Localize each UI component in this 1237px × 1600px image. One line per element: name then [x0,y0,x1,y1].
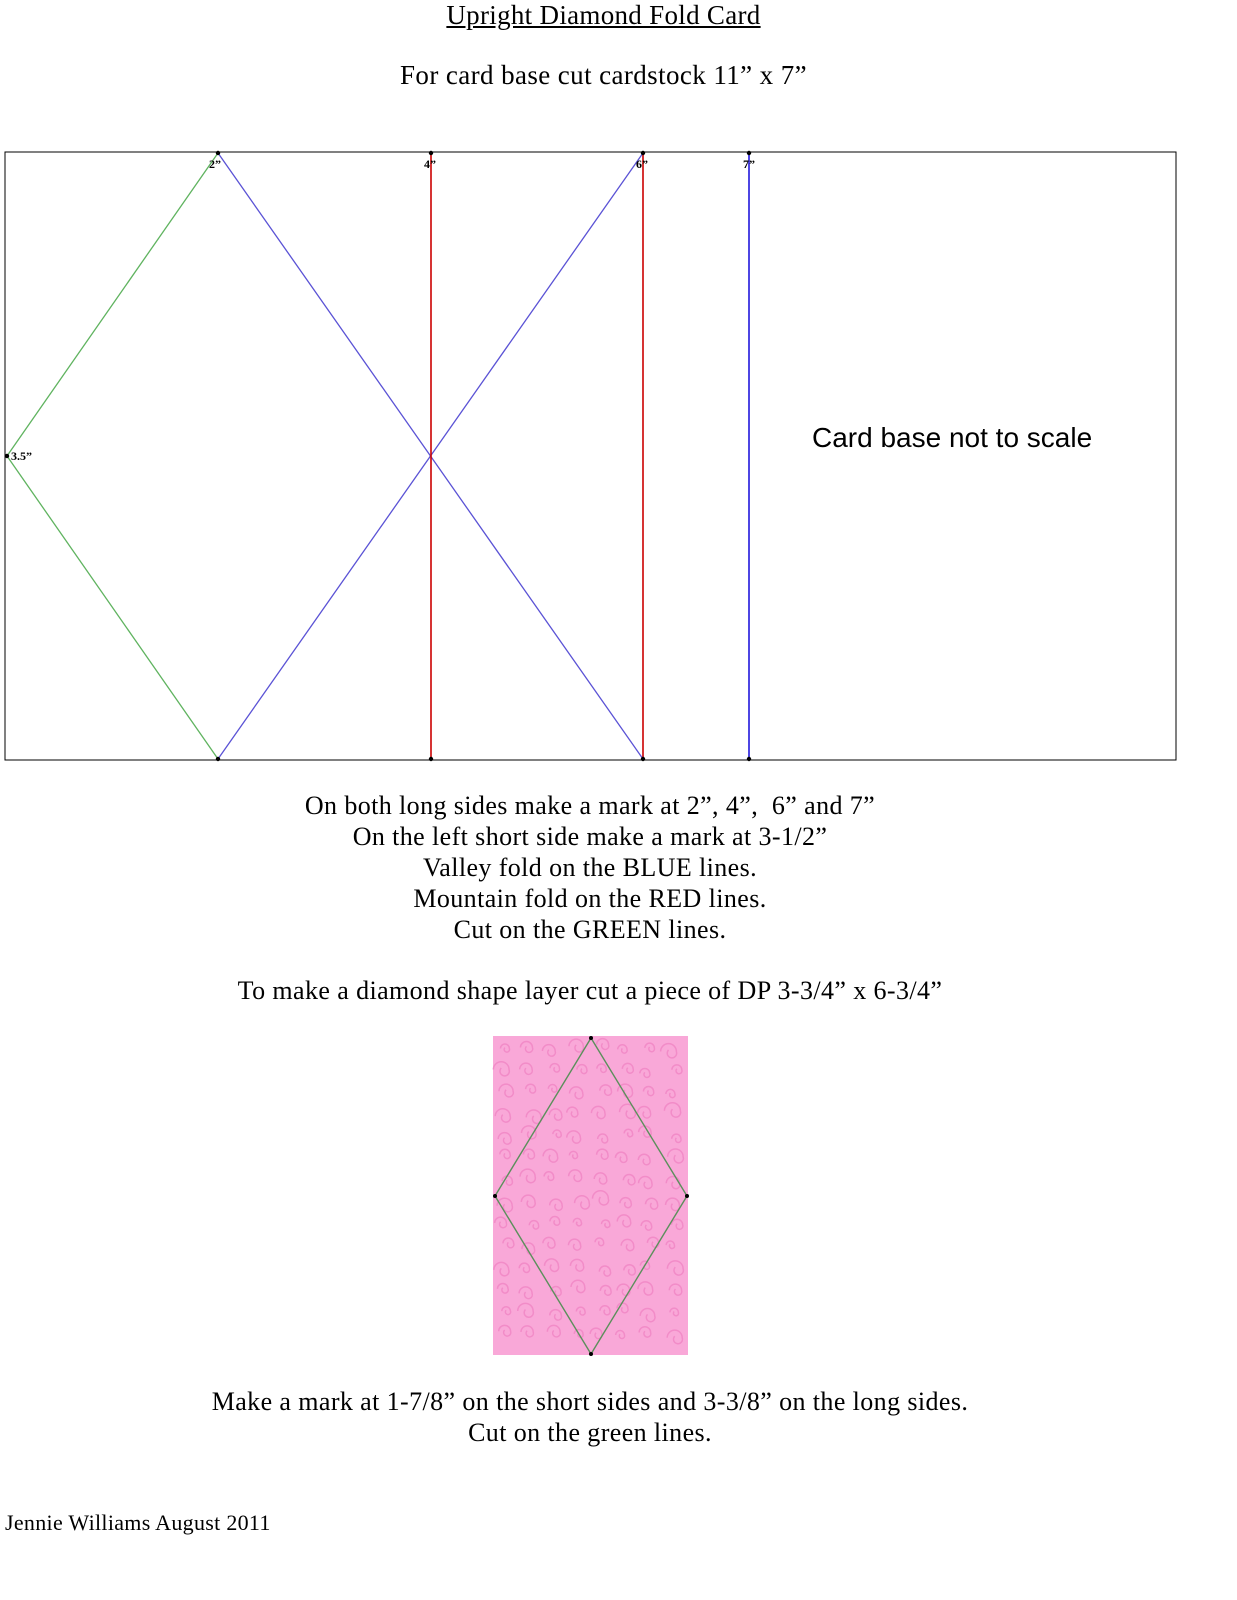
mark-dot [747,757,751,761]
mark-dot [589,1036,593,1040]
mark-dot [641,151,645,155]
instruction-line: Mountain fold on the RED lines. [413,884,767,913]
mark-dot [493,1194,497,1198]
instruction-line: Valley fold on the BLUE lines. [422,853,758,882]
cut-line-lower [7,456,218,759]
mark-label-2in: 2” [209,157,221,171]
fold-instructions [0,790,1180,945]
instruction-line: Cut on the GREEN lines. [453,915,727,944]
card-outline [5,152,1176,760]
mark-dot [5,454,9,458]
mark-label-3-5in: 3.5” [11,449,32,463]
mark-dots [5,151,751,761]
mark-label-7in: 7” [743,157,755,171]
dp-cut-instructions [0,1386,1180,1448]
mark-dot [685,1194,689,1198]
page-title: Upright Diamond Fold Card [446,0,761,30]
designer-paper [493,1036,688,1355]
designer-paper-diagram [490,1032,692,1362]
mark-dot [429,757,433,761]
instruction-line: Make a mark at 1-7/8” on the short sides and 3-3/8” on the long sides. [211,1387,969,1416]
dp-instruction: To make a diamond shape layer cut a piece of DP 3-3/4” x 6-3/4” [237,976,943,1005]
instruction-line: On both long sides make a mark at 2”, 4”, 6” and 7” [304,791,876,820]
card-base-diagram [0,145,1185,770]
mark-label-6in: 6” [636,157,648,171]
cut-line-upper [7,153,218,456]
page-subtitle: For card base cut cardstock 11” x 7” [400,60,807,90]
mark-dot [429,151,433,155]
mark-dot [216,757,220,761]
card-note: Card base not to scale [812,422,1093,453]
mark-dot [216,151,220,155]
mark-label-4in: 4” [424,157,436,171]
instruction-line: On the left short side make a mark at 3-1/2” [352,822,828,851]
mark-dot [589,1352,593,1356]
author-credit: Jennie Williams August 2011 [5,1510,271,1535]
mark-dot [747,151,751,155]
instruction-line: Cut on the green lines. [468,1418,712,1447]
mark-dot [641,757,645,761]
